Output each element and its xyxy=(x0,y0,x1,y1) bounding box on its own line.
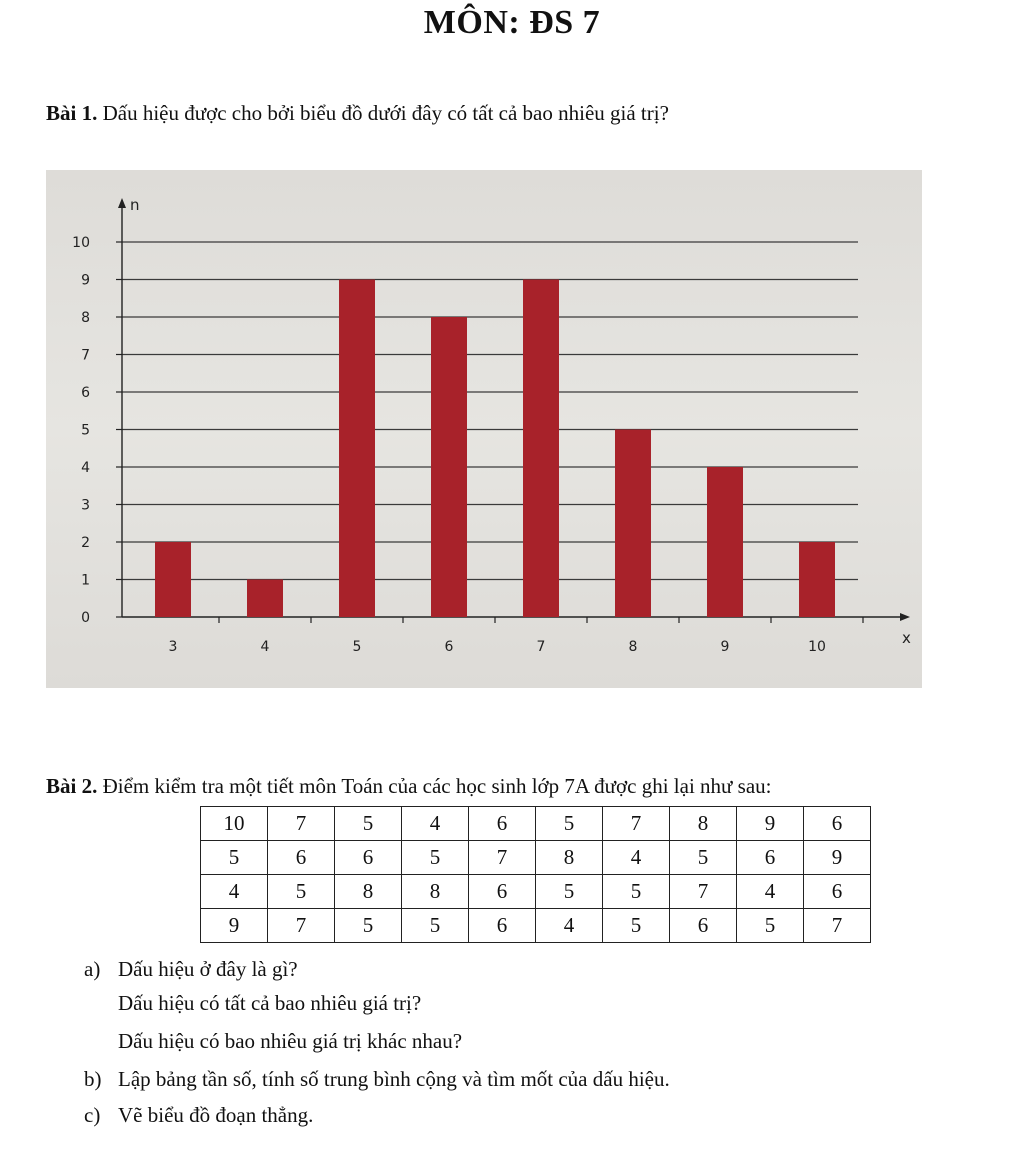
table-cell: 7 xyxy=(670,875,737,909)
table-cell: 5 xyxy=(536,875,603,909)
table-cell: 8 xyxy=(402,875,469,909)
table-cell: 7 xyxy=(804,909,871,943)
question-a-line-2: Dấu hiệu có tất cả bao nhiêu giá trị? xyxy=(118,991,422,1015)
x-tick-label: 5 xyxy=(352,639,362,655)
table-cell: 7 xyxy=(268,909,335,943)
y-tick-label: 8 xyxy=(81,310,90,326)
x-axis-arrow xyxy=(900,613,910,621)
y-axis-arrow xyxy=(118,198,126,208)
table-cell: 6 xyxy=(335,841,402,875)
table-cell: 7 xyxy=(603,807,670,841)
table-cell: 10 xyxy=(201,807,268,841)
table-row xyxy=(201,909,871,943)
question-a xyxy=(84,956,298,982)
table-cell: 8 xyxy=(536,841,603,875)
y-tick-label: 10 xyxy=(72,235,90,251)
table-cell: 5 xyxy=(603,875,670,909)
table-cell: 6 xyxy=(804,807,871,841)
y-tick-label: 0 xyxy=(81,610,90,626)
y-tick-label: 9 xyxy=(81,272,90,289)
table-cell: 5 xyxy=(335,909,402,943)
table-row xyxy=(201,875,871,909)
exercise-1-text: Dấu hiệu được cho bởi biểu đồ dưới đây có tất cả bao nhiêu giá trị? xyxy=(97,101,669,125)
y-tick-label: 6 xyxy=(81,385,90,401)
table-cell: 5 xyxy=(268,875,335,909)
bar-7 xyxy=(523,280,559,618)
table-cell: 7 xyxy=(268,807,335,841)
table-cell: 9 xyxy=(804,841,871,875)
question-c xyxy=(84,1102,313,1128)
x-tick-label: 7 xyxy=(536,639,546,655)
table-cell: 5 xyxy=(536,807,603,841)
x-tick-label: 4 xyxy=(260,639,270,655)
x-tick-label: 6 xyxy=(444,639,454,655)
table-cell: 8 xyxy=(670,807,737,841)
bar-chart-photo xyxy=(46,170,922,688)
table-cell: 4 xyxy=(201,875,268,909)
x-tick-label: 10 xyxy=(808,639,826,655)
table-cell: 5 xyxy=(335,807,402,841)
question-b xyxy=(84,1066,670,1092)
table-cell: 9 xyxy=(737,807,804,841)
table-cell: 5 xyxy=(402,909,469,943)
table-cell: 4 xyxy=(603,841,670,875)
question-b-label: b) xyxy=(84,1067,102,1091)
table-cell: 5 xyxy=(670,841,737,875)
table-cell: 6 xyxy=(268,841,335,875)
bar-9 xyxy=(707,467,743,617)
table-cell: 5 xyxy=(603,909,670,943)
table-cell: 9 xyxy=(201,909,268,943)
question-b-text: Lập bảng tần số, tính số trung bình cộng và tìm mốt của dấu hiệu. xyxy=(118,1067,670,1091)
table-cell: 5 xyxy=(737,909,804,943)
x-tick-label: 8 xyxy=(628,639,638,655)
bar-5 xyxy=(339,280,375,618)
x-tick-label: 9 xyxy=(720,639,730,655)
table-cell: 6 xyxy=(469,875,536,909)
table-cell: 6 xyxy=(670,909,737,943)
question-a-line-3: Dấu hiệu có bao nhiêu giá trị khác nhau? xyxy=(118,1029,463,1053)
table-cell: 4 xyxy=(536,909,603,943)
exercise-2-label: Bài 2. xyxy=(46,774,98,798)
bar-8 xyxy=(615,430,651,618)
table-cell: 6 xyxy=(469,909,536,943)
y-tick-label: 3 xyxy=(81,497,90,514)
scores-table xyxy=(200,806,871,943)
table-cell: 4 xyxy=(402,807,469,841)
x-tick-label: 3 xyxy=(168,639,178,655)
bar-4 xyxy=(247,580,283,618)
question-c-text: Vẽ biểu đồ đoạn thẳng. xyxy=(118,1103,314,1127)
y-tick-label: 1 xyxy=(81,572,90,589)
exercise-1-label: Bài 1. xyxy=(46,101,98,125)
bar-3 xyxy=(155,542,191,617)
table-cell: 4 xyxy=(737,875,804,909)
table-row xyxy=(201,807,871,841)
exercise-1-prompt xyxy=(46,100,669,126)
exercise-2-prompt xyxy=(46,773,772,799)
bar-chart xyxy=(46,170,922,688)
page-title: MÔN: ĐS 7 xyxy=(423,4,601,41)
bar-6 xyxy=(431,317,467,617)
x-axis-label: x xyxy=(902,629,911,647)
table-cell: 6 xyxy=(737,841,804,875)
y-axis-label: n xyxy=(130,196,140,214)
y-tick-label: 2 xyxy=(81,535,90,551)
table-cell: 6 xyxy=(469,807,536,841)
bar-10 xyxy=(799,542,835,617)
question-c-label: c) xyxy=(84,1103,101,1127)
table-row xyxy=(201,841,871,875)
y-tick-label: 5 xyxy=(81,422,90,439)
table-cell: 5 xyxy=(201,841,268,875)
y-tick-label: 7 xyxy=(81,347,90,364)
table-cell: 8 xyxy=(335,875,402,909)
table-cell: 5 xyxy=(402,841,469,875)
question-a-line-1: Dấu hiệu ở đây là gì? xyxy=(118,957,298,981)
table-cell: 7 xyxy=(469,841,536,875)
table-cell: 6 xyxy=(804,875,871,909)
exercise-2-text: Điểm kiểm tra một tiết môn Toán của các học sinh lớp 7A được ghi lại như sau: xyxy=(97,774,772,798)
y-tick-label: 4 xyxy=(81,460,90,476)
question-a-label: a) xyxy=(84,957,101,981)
